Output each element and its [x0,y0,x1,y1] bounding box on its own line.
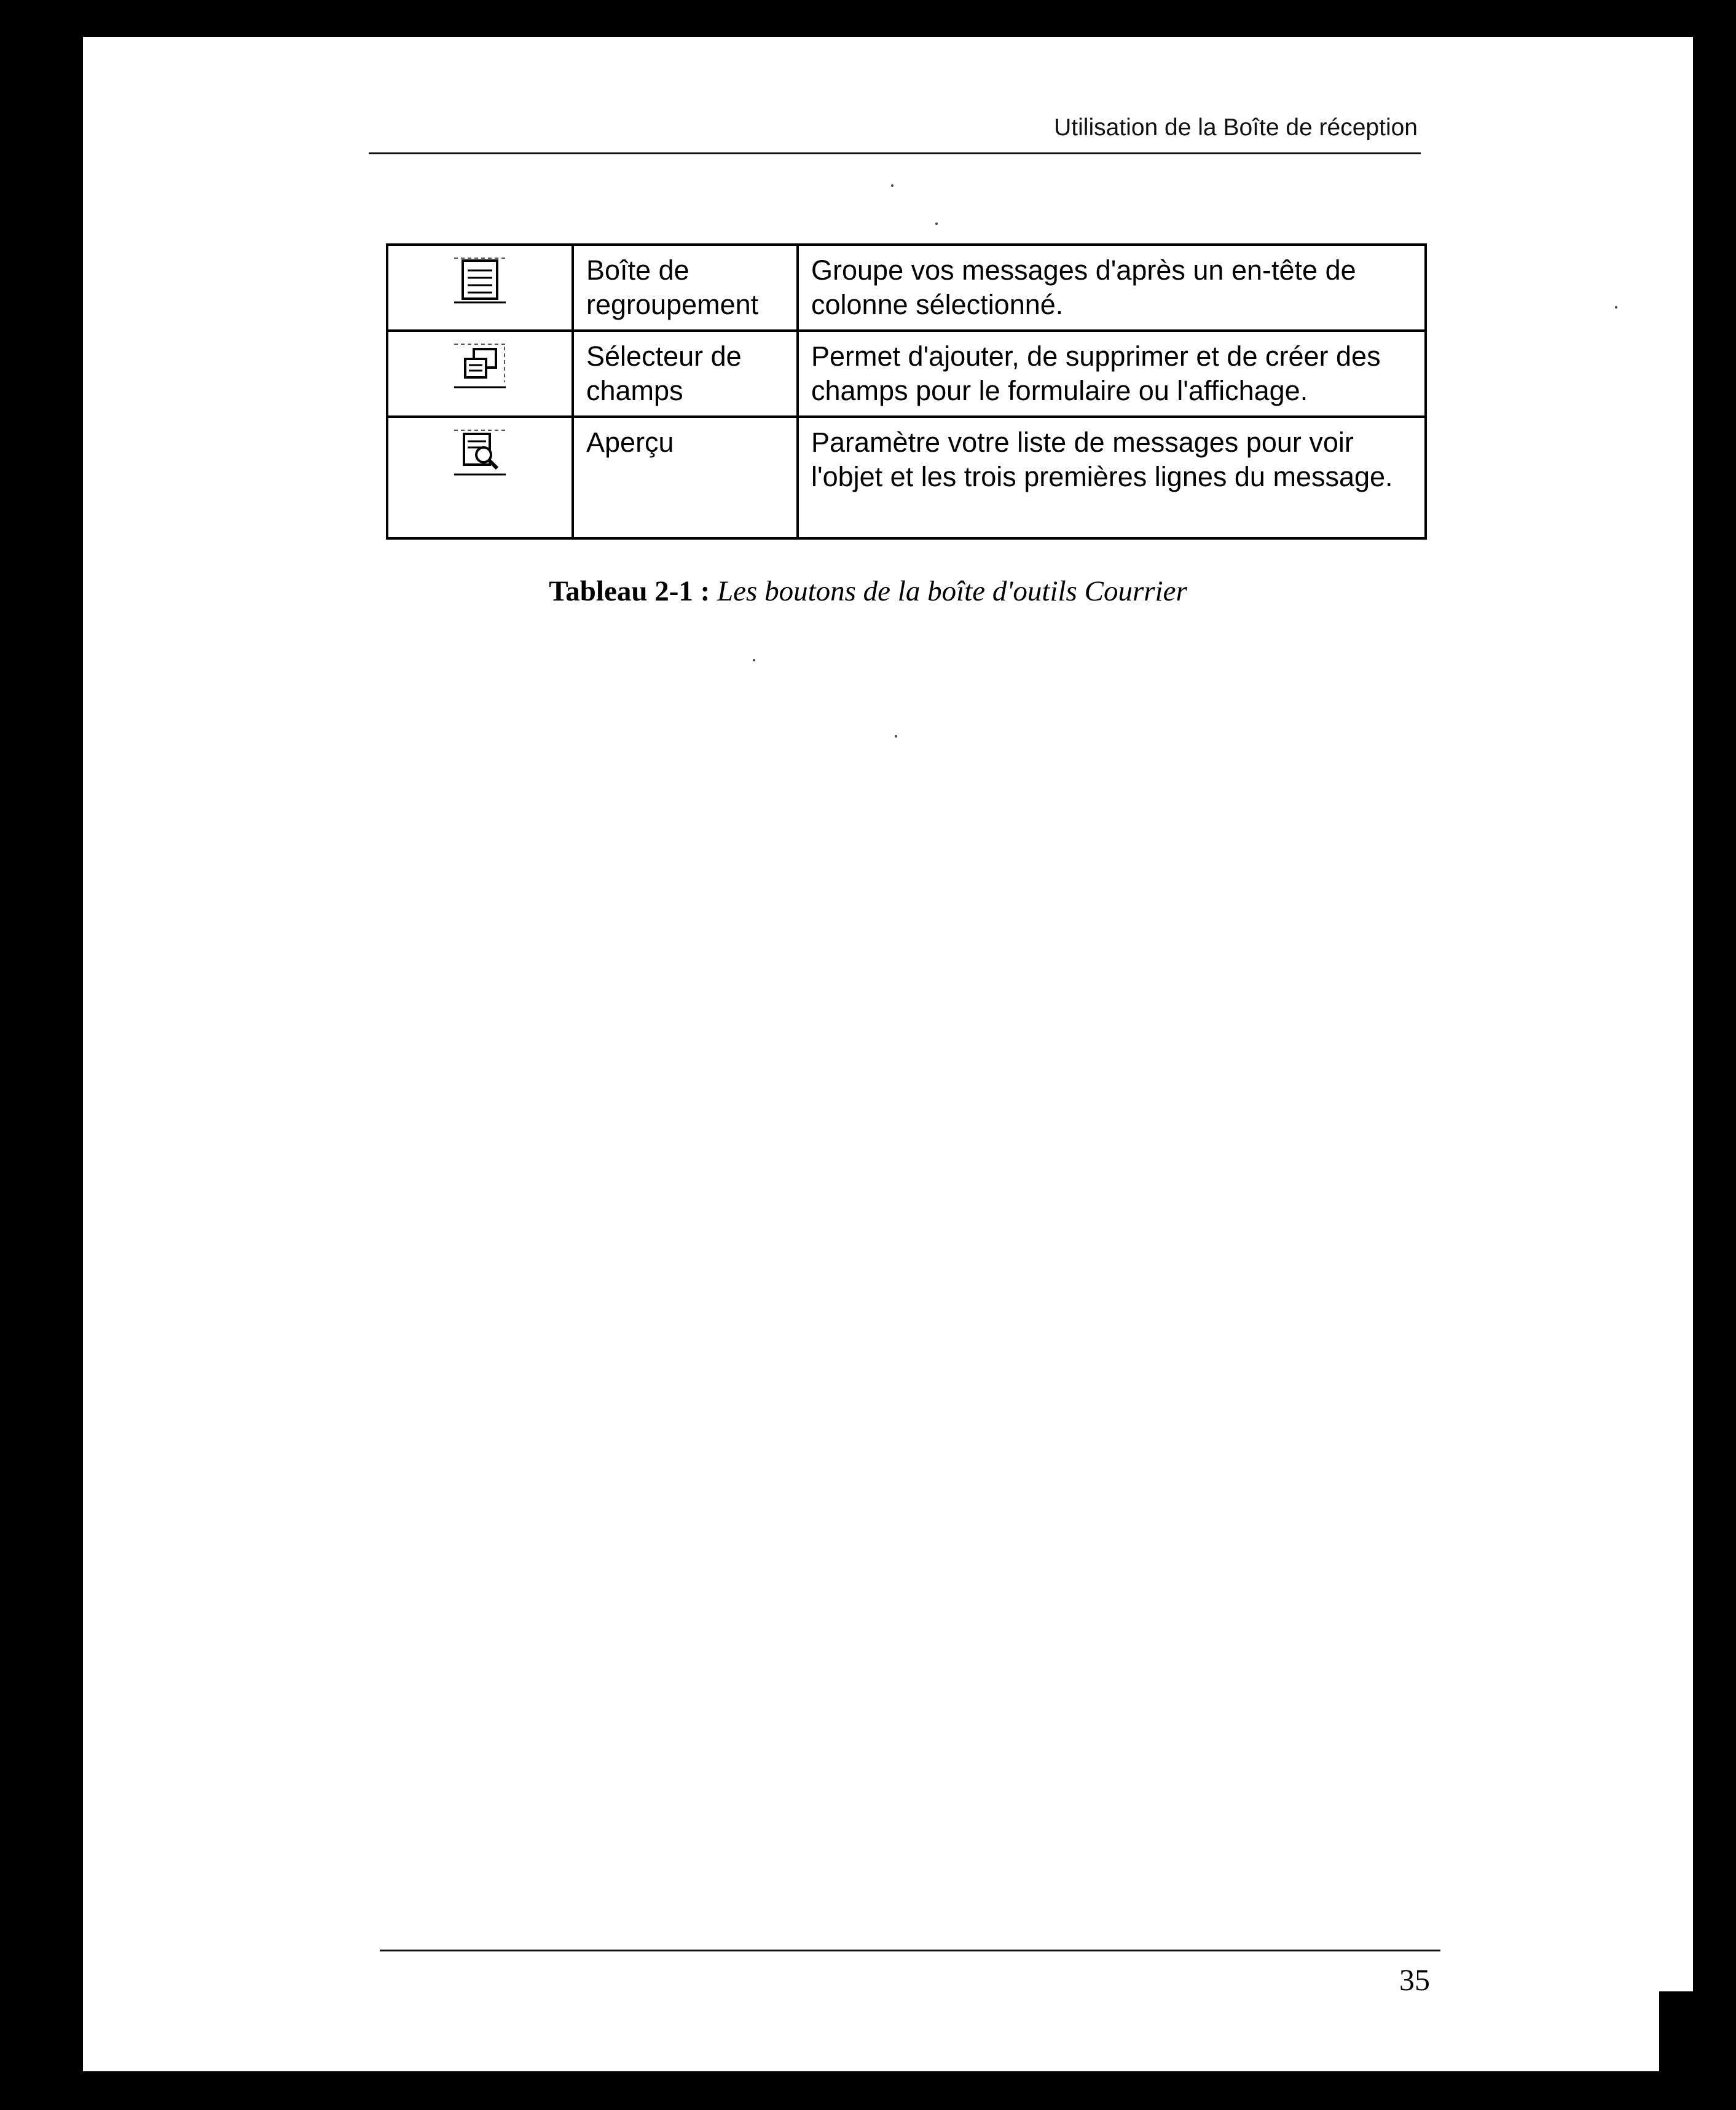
field-chooser-icon [449,342,511,391]
scan-speck [935,222,938,225]
page-number: 35 [1399,1962,1430,1997]
icon-cell [387,417,573,538]
table-caption [0,575,1736,608]
toolbox-buttons-table [386,243,1427,540]
preview-icon [449,428,511,477]
button-name: Aperçu [573,417,798,538]
button-description: Groupe vos messages d'après un en-tête de colonne sélectionné. [798,245,1426,331]
caption-label: Tableau 2-1 : [549,575,710,607]
scan-speck [1615,306,1617,309]
scan-speck [753,659,755,661]
caption-text: Les boutons de la boîte d'outils Courrier [717,575,1187,607]
footer-rule [380,1950,1440,1951]
button-description: Paramètre votre liste de messages pour voir l'objet et les trois premières lignes du message. [798,417,1426,538]
header-rule [369,152,1421,154]
running-header: Utilisation de la Boîte de réception [1054,114,1418,141]
button-description: Permet d'ajouter, de supprimer et de créer des champs pour le formulaire ou l'affichage. [798,331,1426,417]
table-row [387,417,1426,538]
icon-cell [387,245,573,331]
table-row [387,331,1426,417]
icon-cell [387,331,573,417]
button-name: Sélecteur de champs [573,331,798,417]
group-by-box-icon [449,256,511,305]
scan-speck [895,735,897,738]
page-corner-fold [1659,1991,1736,2090]
table-row [387,245,1426,331]
scan-speck [891,184,894,187]
button-name: Boîte de regroupement [573,245,798,331]
